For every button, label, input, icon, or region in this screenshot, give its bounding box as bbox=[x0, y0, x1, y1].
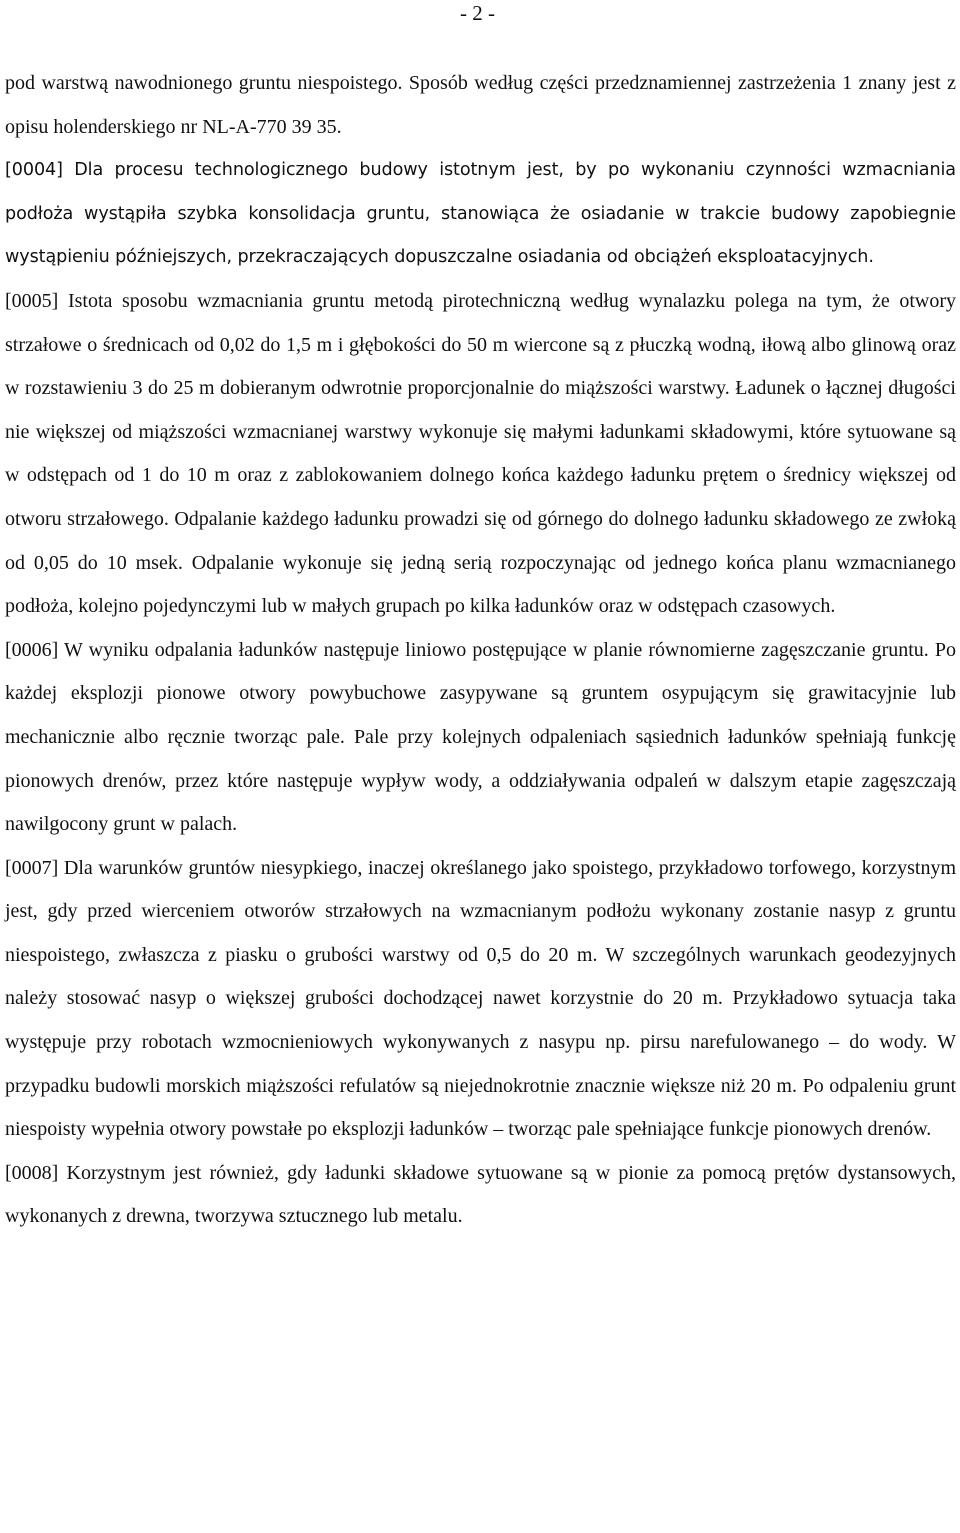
paragraph-continuation: pod warstwą nawodnionego gruntu niespoistego. Sposób według części przedznamiennej zastrzeżenia 1 znany jest z opisu holenderskiego nr NL-A-770 39 35. bbox=[5, 72, 956, 138]
paragraph-0008: [0008] Korzystnym jest również, gdy ładunki składowe sytuowane są w pionie za pomocą prętów dystansowych, wykonanych z drewna, tworzywa sztucznego lub metalu. bbox=[5, 1161, 956, 1228]
paragraph-0006: [0006] W wyniku odpalania ładunków następuje liniowo postępujące w planie równomierne zagęszczanie gruntu. Po każdej eksplozji pionowe otwory powybuchowe zasypywane są gruntem osypującym się grawitacyjnie lub mechanicznie albo ręcznie tworząc pale. Pale przy kolejnych odpaleniach sąsiednich ładunków spełniają funkcję pionowych drenów, przez które następuje wypływ wody, a oddziaływania odpaleń w dalszym etapie zagęszczają nawilgocony grunt w palach. bbox=[5, 638, 956, 836]
paragraph-0005: [0005] Istota sposobu wzmacniania gruntu metodą pirotechniczną według wynalazku polega na tym, że otwory strzałowe o średnicach od 0,02 do 1,5 m i głębokości do 50 m wiercone są z płuczką wodną, iłową albo glinową oraz w rozstawieniu 3 do 25 m dobieranym odwrotnie proporcjonalnie do miąższości warstwy. Ładunek o łącznej długości nie większej od miąższości wzmacnianej warstwy wykonuje się małymi ładunkami składowymi, które sytuowane są w odstępach od 1 do 10 m oraz z zablokowaniem dolnego końca każdego ładunku prętem o średnicy większej od otworu strzałowego. Odpalanie każdego ładunku prowadzi się od górnego do dolnego ładunku składowego ze zwłoką od 0,05 do 10 msek. Odpalanie wykonuje się jedną serią rozpoczynając od jednego końca planu wzmacnianego podłoża, kolejno pojedynczymi lub w małych grupach po kilka ładunków oraz w odstępach czasowych. bbox=[5, 289, 956, 618]
page-number: - 2 - bbox=[460, 1, 495, 25]
paragraph-0004: [0004] Dla procesu technologicznego budowy istotnym jest, by po wykonaniu czynności wzmacniania podłoża wystąpiła szybka konsolidacja gruntu, stanowiąca że osiadanie w trakcie budowy zapobiegnie wystąpieniu późniejszych, przekraczających dopuszczalne osiadania od obciążeń eksploatacyjnych. bbox=[5, 160, 956, 268]
paragraph-0007: [0007] Dla warunków gruntów niesypkiego, inaczej określanego jako spoistego, przykładowo torfowego, korzystnym jest, gdy przed wierceniem otworów strzałowych na wzmacnianym podłożu wykonany zostanie nasyp z gruntu niespoistego, zwłaszcza z piasku o grubości warstwy od 0,5 do 20 m. W szczególnych warunkach geodezyjnych należy stosować nasyp o większej grubości dochodzącej nawet korzystnie do 20 m. Przykładowo sytuacja taka występuje przy robotach wzmocnieniowych wykonywanych z nasypu np. pirsu narefulowanego – do wody. W przypadku budowli morskich miąższości refulatów są niejednokrotnie znacznie większe niż 20 m. Po odpaleniu grunt niespoisty wypełnia otwory powstałe po eksplozji ładunków – tworząc pale spełniające funkcje pionowych drenów. bbox=[5, 856, 956, 1141]
document-body bbox=[5, 62, 956, 1239]
